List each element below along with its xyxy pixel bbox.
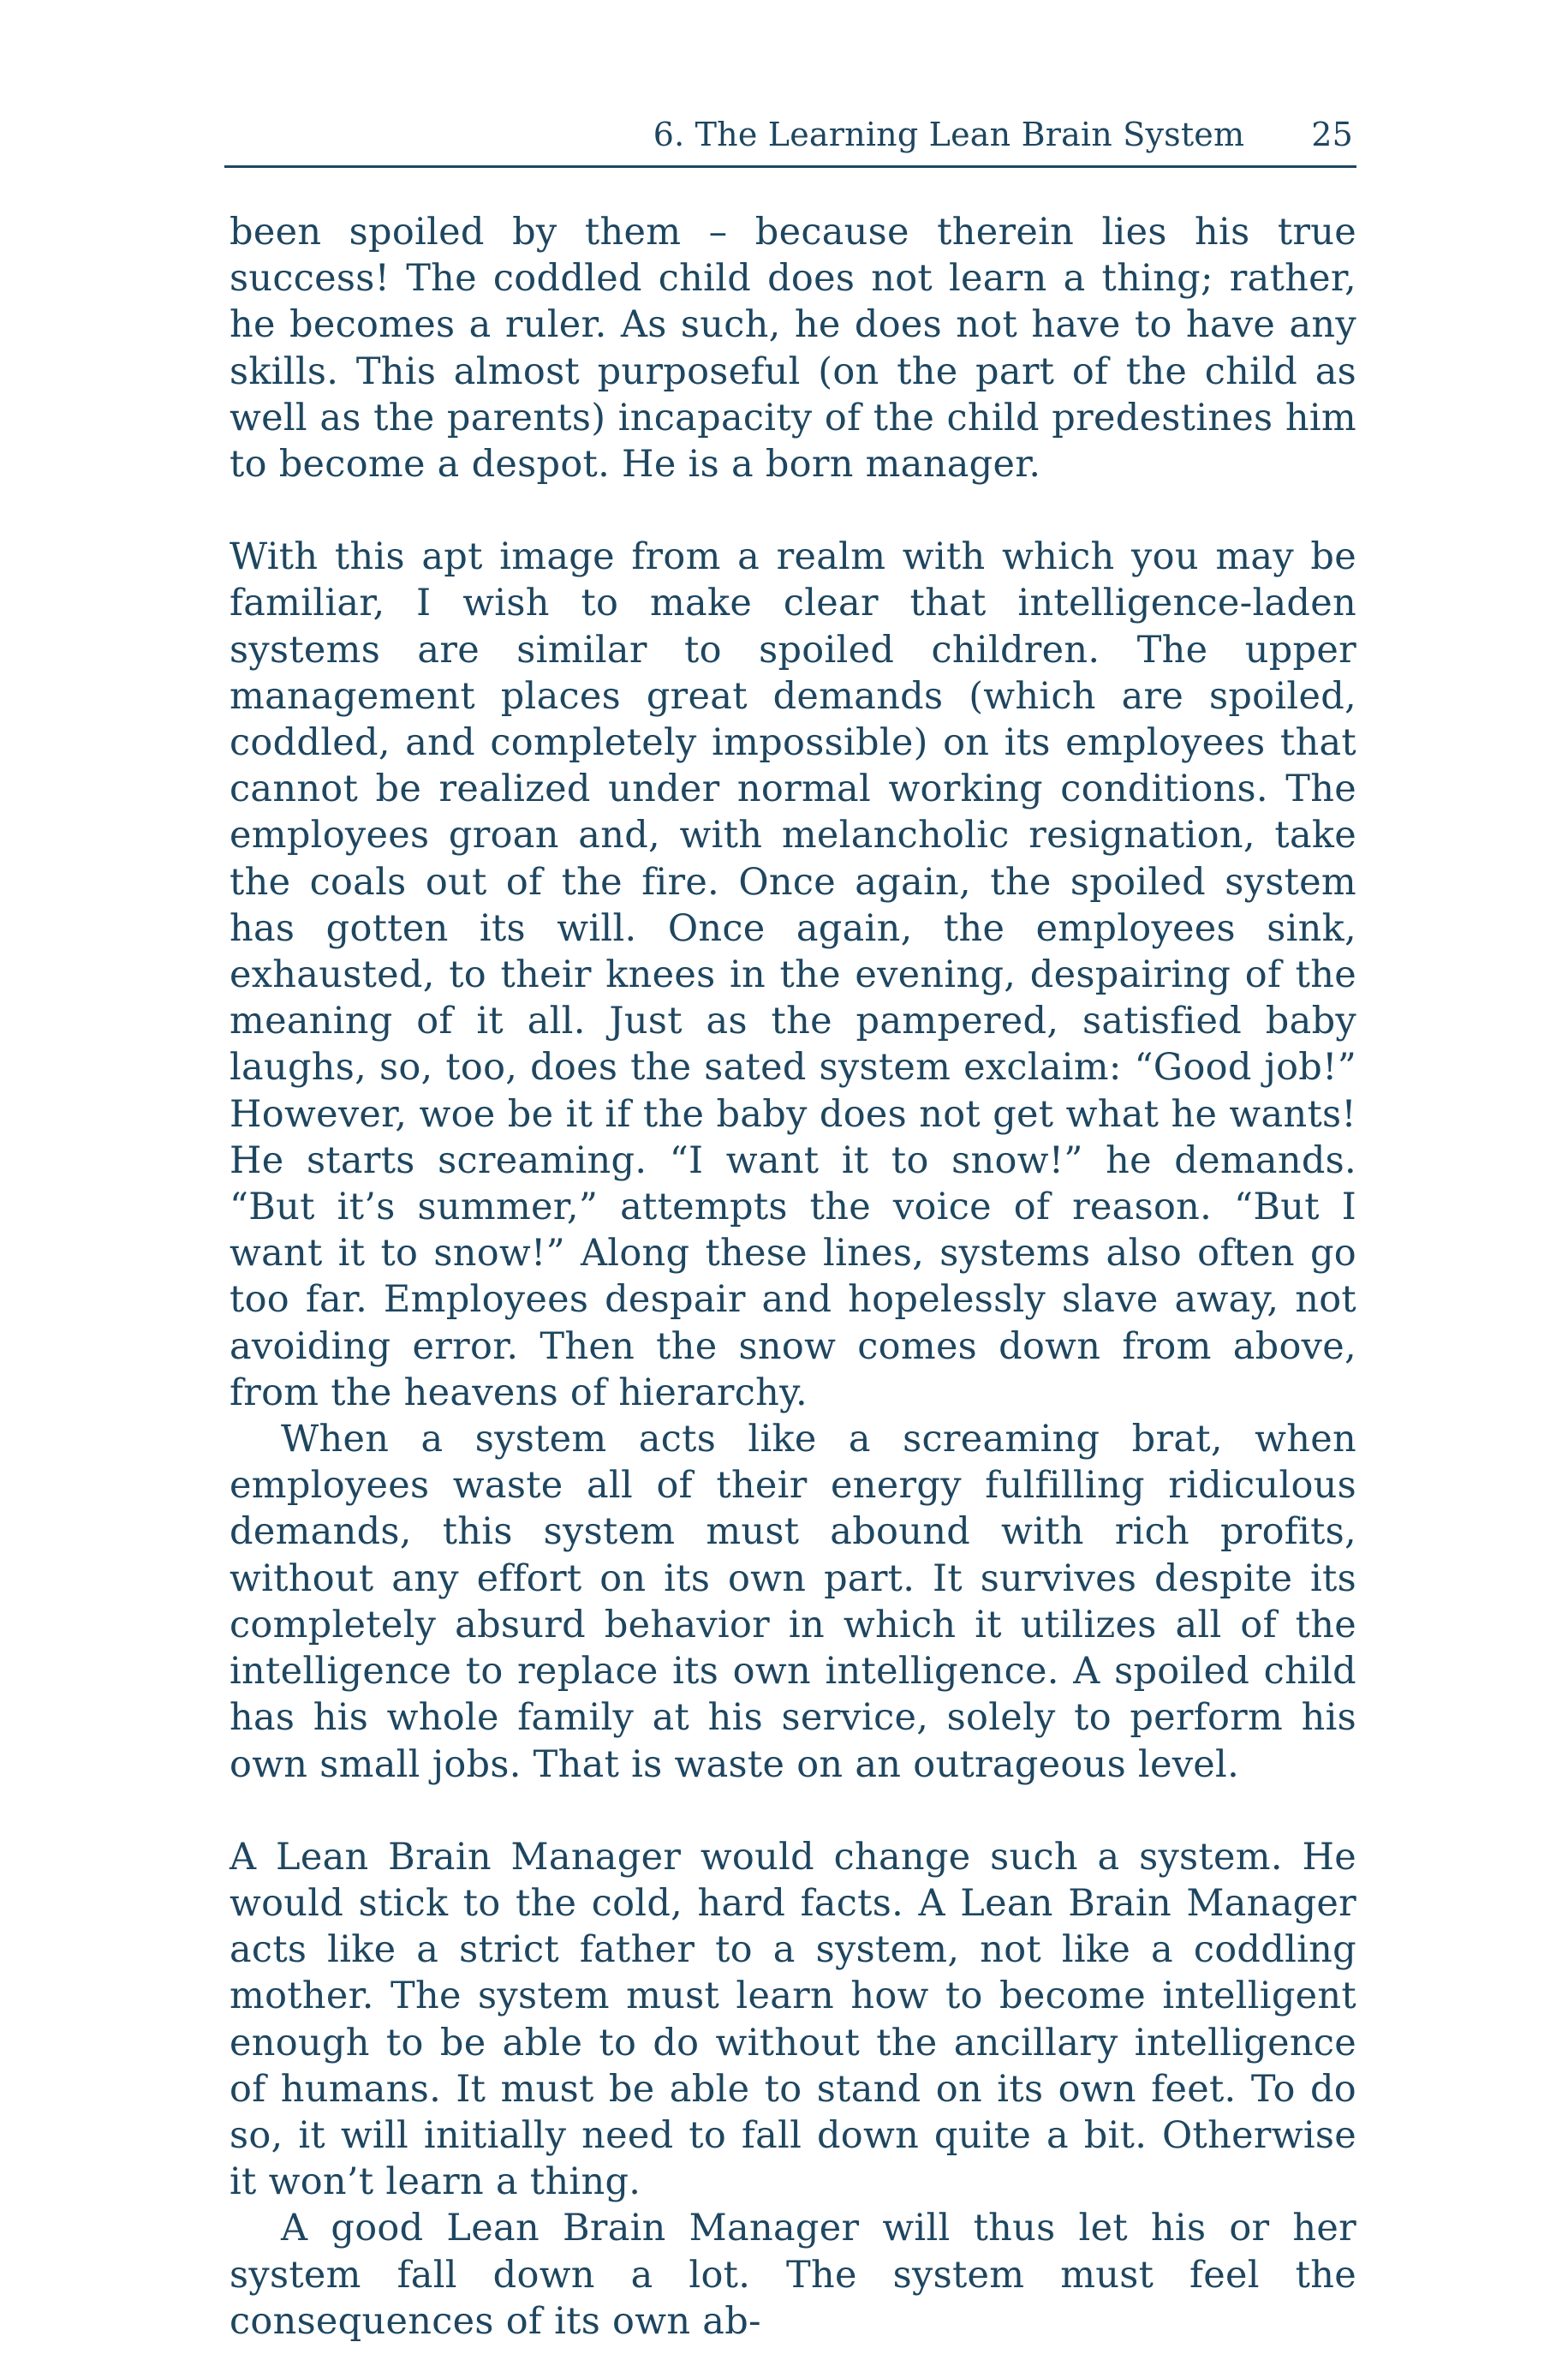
paragraph: A Lean Brain Manager would change such a system. He would stick to the cold, hard facts. A Lean Brain Manager acts like a strict father to a system, not like a coddling mother. The system must learn how to become intelligent enough to be able to do without the ancillary intelligence of humans. It must be able to stand on its own feet. To do so, it will initially need to fall down quite a bit. Otherwise it won’t learn a thing. xyxy=(230,1835,1356,2204)
paragraph: been spoiled by them – because therein lies his true success! The coddled child does not learn a thing; rather, he becomes a ruler. As such, he does not have to have any skills. This almost purposeful (on the part of the child as well as the parents) incapacity of the child predestines him to become a despot. He is a born manager. xyxy=(230,211,1356,487)
body-text xyxy=(230,209,1356,2345)
chapter-title: 6. The Learning Lean Brain System xyxy=(653,115,1245,153)
page-number: 25 xyxy=(1311,115,1353,153)
paragraph: When a system acts like a screaming brat, when employees waste all of their energy fulfilling ridiculous demands, this system must abound with rich profits, without any effort on its own part. It survives despite its completely absurd behavior in which it utilizes all of the intelligence to replace its own intelligence. A spoiled child has his whole family at his service, solely to perform his own small jobs. That is waste on an outrageous level. xyxy=(230,1418,1356,1786)
paragraph: A good Lean Brain Manager will thus let his or her system fall down a lot. The system must feel the consequences of its own ab- xyxy=(230,2207,1356,2343)
paragraph: With this apt image from a realm with which you may be familiar, I wish to make clear that intelligence-laden systems are similar to spoiled children. The upper management places great demands (which are spoiled, coddled, and completely impossible) on its employees that cannot be realized under normal working conditions. The employees groan and, with melancholic resignation, take the coals out of the fire. Once again, the spoiled system has gotten its will. Once again, the employees sink, exhausted, to their knees in the evening, despairing of the meaning of it all. Just as the pampered, satisfied baby laughs, so, too, does the sated system exclaim: “Good job!” However, woe be it if the baby does not get what he wants! He starts screaming. “I want it to snow!” he demands. “But it’s summer,” attempts the voice of reason. “But I want it to snow!” Along these lines, systems also often go too far. Employees despair and hopelessly slave away, not avoiding error. Then the snow comes down from above, from the heavens of hierarchy. xyxy=(230,535,1356,1414)
running-header xyxy=(224,110,1356,168)
